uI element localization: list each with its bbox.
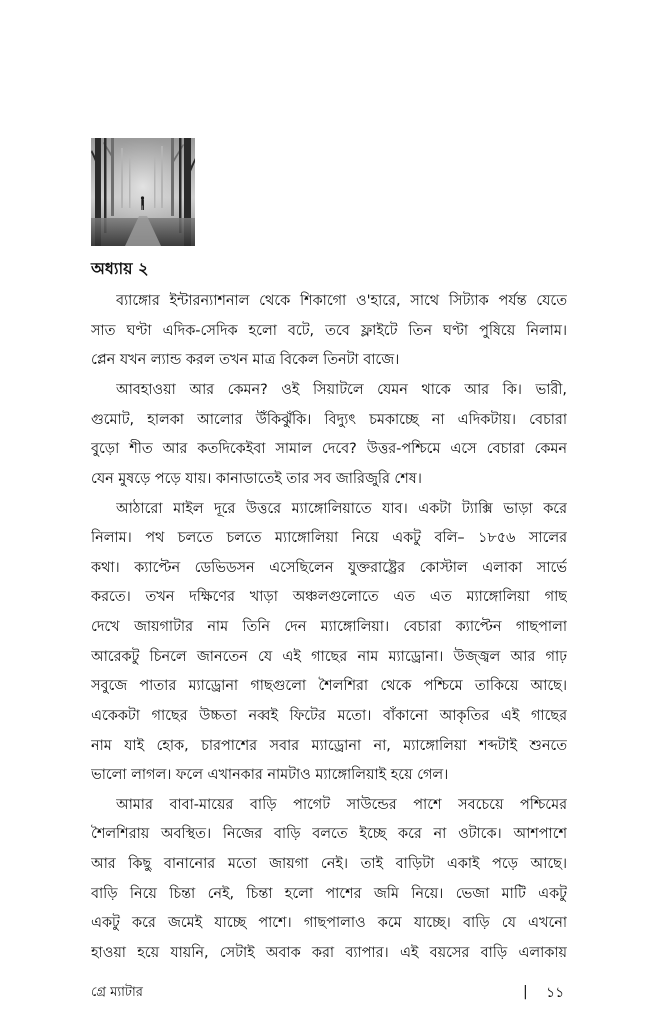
paragraph-4-line-3: আর কিছু বানানোর মতো জায়গা নেই। তাই বাড়িটা একাই পড়ে আছে।	[91, 856, 567, 872]
paragraph-3-line-3: কথা। ক্যাপ্টেন ডেভিডসন এসেছিলেন যুক্তরাষ্ট্রের কোস্টাল এলাকা সার্ভে	[91, 560, 567, 576]
chapter-heading: অধ্যায় ২	[91, 259, 149, 278]
chapter-illustration	[91, 138, 195, 246]
footer-separator: |	[523, 984, 528, 1000]
paragraph-2-line-3: বুড়ো শীত আর কতদিকেইবা সামাল দেবে? উত্তর-পশ্চিমে এসে বেচারা কেমন	[91, 441, 567, 457]
paragraph-4-line-2: শৈলশিরায় অবস্থিত। নিজের বাড়ি বলতে ইচ্ছে করে না ওটাকে। আশপাশে	[91, 826, 567, 842]
footer-page-number: ১১	[546, 985, 565, 1001]
paragraph-3-line-5: দেখে জায়গাটার নাম তিনি দেন ম্যাঙ্গোলিয়া। বেচারা ক্যাপ্টেন গাছপালা	[91, 619, 567, 635]
paragraph-3-line-1: আঠারো মাইল দূরে উত্তরে ম্যাঙ্গোলিয়াতে যাব। একটা ট্যাক্সি ভাড়া করে	[116, 501, 567, 517]
footer-book-title: গ্রে ম্যাটার	[91, 985, 143, 1000]
paragraph-1-line-1: ব্যাঙ্গোর ইন্টারন্যাশনাল থেকে শিকাগো ও'হারে, সাথে সিট্যাক পর্যন্ত যেতে	[116, 293, 567, 309]
paragraph-3-line-4: করতে। তখন দক্ষিণের খাড়া অঞ্চলগুলোতে এত এত ম্যাঙ্গোলিয়া গাছ	[91, 589, 567, 605]
paragraph-4-line-5: একটু করে জমেই যাচ্ছে পাশে। গাছপালাও কমে যাচ্ছে। বাড়ি যে এখনো	[91, 915, 567, 931]
paragraph-3-line-2: নিলাম। পথ চলতে চলতে ম্যাঙ্গোলিয়া নিয়ে একটু বলি– ১৮৫৬ সালের	[91, 530, 567, 546]
paragraph-4-line-6: হাওয়া হয়ে যায়নি, সেটাই অবাক করা ব্যাপার। এই বয়সের বাড়ি এলাকায়	[91, 945, 567, 961]
paragraph-2-line-2: গুমোট, হালকা আলোর উঁকিঝুঁকি। বিদ্যুৎ চমকাচ্ছে না এদিকটায়। বেচারা	[91, 412, 567, 428]
paragraph-3-line-7: সবুজে পাতার ম্যাড্রোনা গাছগুলো শৈলশিরা থেকে পশ্চিমে তাকিয়ে আছে।	[91, 678, 567, 694]
paragraph-2-line-4: যেন মুষড়ে পড়ে যায়। কানাডাতেই তার সব জারিজুরি শেষ।	[91, 471, 422, 487]
paragraph-1-line-3: প্লেন যখন ল্যান্ড করল তখন মাত্র বিকেল তিনটা বাজে।	[91, 352, 400, 368]
paragraph-3-line-10: ভালো লাগল। ফলে এখানকার নামটাও ম্যাঙ্গোলিয়াই হয়ে গেল।	[91, 767, 449, 783]
paragraph-3-line-8: একেকটা গাছের উচ্চতা নব্বই ফিটের মতো। বাঁকানো আকৃতির এই গাছের	[91, 708, 567, 724]
paragraph-2-line-1: আবহাওয়া আর কেমন? ওই সিয়াটলে যেমন থাকে আর কি। ভারী,	[116, 382, 567, 398]
paragraph-4-line-4: বাড়ি নিয়ে চিন্তা নেই, চিন্তা হলো পাশের জমি নিয়ে। ভেজা মাটি একটু	[91, 886, 567, 902]
paragraph-1-line-2: সাত ঘণ্টা এদিক-সেদিক হলো বটে, তবে ফ্লাইটে তিন ঘণ্টা পুষিয়ে নিলাম।	[91, 323, 567, 339]
paragraph-3-line-9: নাম যাই হোক, চারপাশের সবার ম্যাড্রোনা না, ম্যাঙ্গোলিয়া শব্দটাই শুনতে	[91, 738, 567, 754]
paragraph-3-line-6: আরেকটু চিনলে জানতেন যে এই গাছের নাম ম্যাড্রোনা। উজ্জ্বল আর গাঢ়	[91, 649, 567, 665]
paragraph-4-line-1: আমার বাবা-মায়ের বাড়ি পাগেট সাউন্ডের পাশে সবচেয়ে পশ্চিমের	[116, 797, 567, 813]
